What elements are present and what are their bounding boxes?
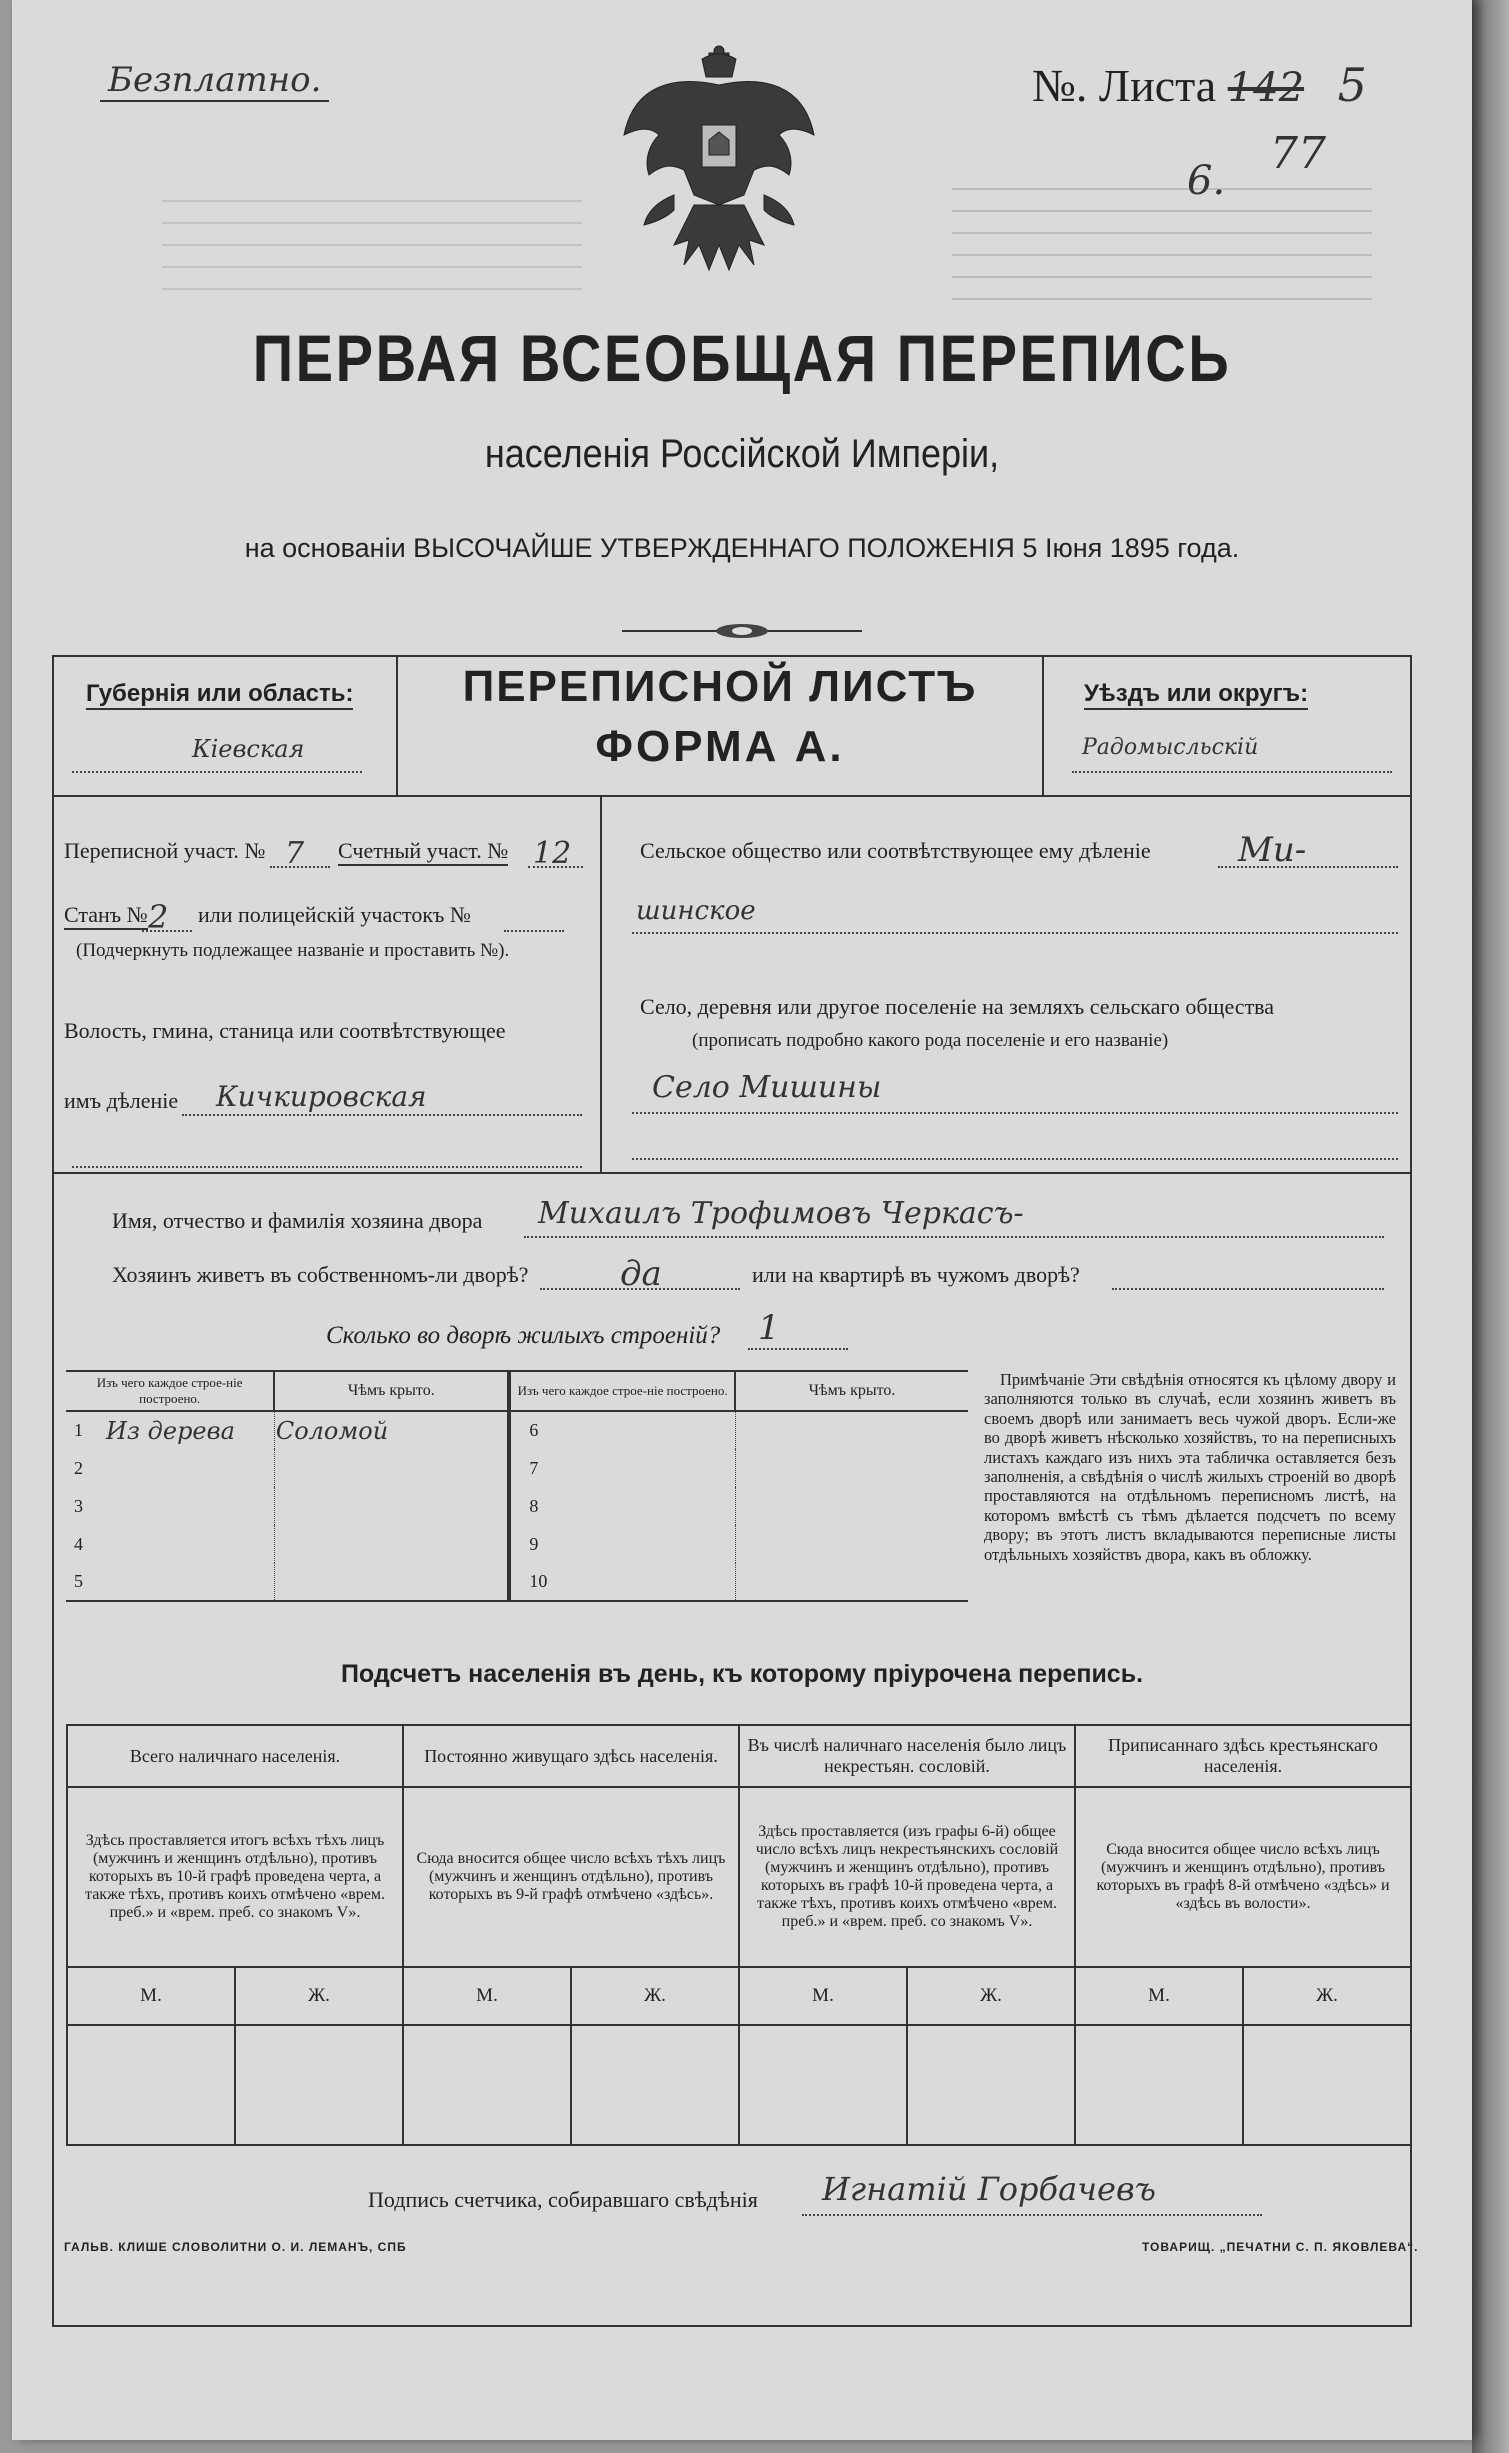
table-row: [66, 1449, 968, 1487]
box-left-line: [52, 655, 54, 795]
note-text: Эти свѣдѣнія относятся къ цѣлому двору и заполняются только въ случаѣ, если хозяинъ живетъ въ своемъ дворѣ или занимаетъ весь чужой дворъ. Если-же во дворѣ живетъ нѣсколько хозяйствъ, то на переписныхъ листахъ каждаго изъ нихъ эта табличка оставляется безъ заполненія, а свѣдѣнія о числѣ жилыхъ строеній во дворѣ проставляются на отдѣльномъ переписномъ листѣ, на которомъ вмѣстѣ съ тѣмъ дѣлается подсчетъ по всему двору; въ этотъ листъ вкладываются переписные листы отдѣльныхъ хозяйствъ двора, какъ въ обложку.: [984, 1370, 1396, 1564]
row-roof[interactable]: [274, 1525, 509, 1563]
selskoe-value-1: Ми-: [1238, 830, 1307, 870]
row-material[interactable]: [105, 1487, 274, 1525]
tally-col-title: Постоянно живущаго здѣсь населенія.: [403, 1725, 739, 1787]
col-zh: Ж.: [571, 1967, 739, 2025]
table-row: [66, 1411, 968, 1449]
volost-label-2: имъ дѣленіе: [64, 1088, 179, 1113]
col-header-material-2: Изъ чего каждое строе-ніе построено.: [509, 1371, 735, 1411]
schet-uch-label: Счетный участ. №: [338, 838, 508, 866]
gubernia-label: Губернія или область:: [86, 680, 353, 710]
tally-cell[interactable]: [67, 2025, 235, 2145]
perepis-uch-label: Переписной участ. №: [64, 838, 266, 863]
table-row: [66, 1563, 968, 1601]
coat-of-arms-eagle-icon: [614, 45, 824, 295]
sheet-number-value: 5: [1337, 58, 1367, 112]
police-label: или полицейскій участокъ №: [198, 902, 471, 927]
row-material[interactable]: [560, 1487, 735, 1525]
sheet-number-label: №. Листа: [1032, 60, 1217, 111]
tally-col-desc: Сюда вносится общее число всѣхъ тѣхъ лицъ (мужчинъ и женщинъ отдѣльно), противъ которыхъ въ 9-й графѣ отмѣчено «здѣсь».: [403, 1787, 739, 1967]
row-material[interactable]: [560, 1449, 735, 1487]
row-roof[interactable]: [735, 1487, 968, 1525]
selskoe-value-2: шинское: [636, 896, 756, 926]
row-number: 5: [74, 1571, 83, 1591]
box-right-line: [1410, 655, 1412, 795]
stan-value: 2: [148, 898, 169, 936]
owner-lives-label: Хозяинъ живетъ въ собственномъ-ли дворѣ?: [112, 1262, 529, 1287]
col-m: М.: [67, 1967, 235, 2025]
gubernia-field[interactable]: [72, 735, 362, 773]
census-sheet: [12, 0, 1472, 2440]
col-zh: Ж.: [1243, 1967, 1411, 2025]
tally-cell[interactable]: [907, 2025, 1075, 2145]
selo-label: Село, деревня или другое поселеніе на земляхъ сельскаго общества: [640, 994, 1275, 1019]
row-material[interactable]: Из дерева: [105, 1411, 274, 1449]
col-m: М.: [403, 1967, 571, 2025]
tally-cell[interactable]: [403, 2025, 571, 2145]
tally-col-title: Приписаннаго здѣсь крестьянскаго населенія.: [1075, 1725, 1411, 1787]
row-number: 2: [74, 1457, 83, 1478]
row-roof[interactable]: [735, 1563, 968, 1601]
selskoe-field[interactable]: [1218, 830, 1398, 868]
selo-note: (прописать подробно какого рода поселеніе и его названіе): [692, 1030, 1169, 1051]
row-material[interactable]: [105, 1449, 274, 1487]
owner-lives-field[interactable]: [540, 1254, 740, 1294]
owner-name-label: Имя, отчество и фамилія хозяина двора: [112, 1208, 483, 1233]
volost-label: Волость, гмина, станица или соотвѣтствующее: [64, 1018, 506, 1043]
buildings-value: 1: [758, 1308, 780, 1348]
tally-heading: Подсчетъ населенія въ день, къ которому пріурочена перепись.: [340, 1660, 1144, 1688]
box-bottom-line: [52, 795, 1412, 797]
note-block: [984, 1370, 1396, 1564]
owner-name-value: Михаилъ Трофимовъ Черкасъ-: [538, 1196, 1024, 1231]
signature-label: Подпись счетчика, собиравшаго свѣдѣнія: [368, 2187, 758, 2212]
note-title: Примѣчаніе: [1000, 1370, 1085, 1389]
volost-field-extra[interactable]: [72, 1138, 582, 1168]
tally-col-title: Въ числѣ наличнаго населенія было лицъ некрестьян. сословій.: [739, 1725, 1075, 1787]
show-through-text: [952, 180, 1372, 300]
row-number: 6: [509, 1411, 560, 1449]
tally-cell[interactable]: [739, 2025, 907, 2145]
signature-field[interactable]: [802, 2170, 1262, 2216]
schet-uch-field[interactable]: [528, 836, 583, 871]
tally-values-row: [67, 2025, 1411, 2145]
owner-name-field[interactable]: [524, 1196, 1384, 1238]
uezd-label: Уѣздъ или округъ:: [1084, 680, 1308, 710]
col-zh: Ж.: [907, 1967, 1075, 2025]
owner-lives-value: да: [620, 1254, 662, 1294]
col-zh: Ж.: [235, 1967, 403, 2025]
perepis-uch-field[interactable]: [270, 836, 330, 871]
col-header-roof-2: Чѣмъ крыто.: [735, 1371, 968, 1411]
row-number: 10: [509, 1563, 560, 1601]
buildings-table: [66, 1370, 968, 1602]
selo-field-extra[interactable]: [632, 1130, 1398, 1160]
sheet-number: [1032, 58, 1367, 112]
printer-right: ТОВАРИЩ. „ПЕЧАТНИ С. П. ЯКОВЛЕВА“.: [1142, 2240, 1419, 2254]
sheet-number-crossed: 142: [1227, 65, 1305, 111]
gubernia-value: Кіевская: [192, 735, 305, 763]
show-through-text: [162, 200, 582, 290]
row-roof[interactable]: [735, 1525, 968, 1563]
free-label: Безплатно.: [100, 60, 329, 102]
row-roof[interactable]: Соломой: [275, 1416, 389, 1445]
frame-mid-divider: [600, 797, 602, 1172]
col-header-material: Изъ чего каждое строе-ніе построено.: [66, 1371, 274, 1411]
selskoe-label: Сельское общество или соотвѣтствующее ему дѣленіе: [640, 838, 1151, 863]
col-header-roof: Чѣмъ крыто.: [274, 1371, 509, 1411]
tally-col-desc: Сюда вносится общее число всѣхъ лицъ (мужчинъ и женщинъ отдѣльно), противъ которыхъ въ графѣ 8-й отмѣчено «здѣсь» и «здѣсь въ волости».: [1075, 1787, 1411, 1967]
row-roof[interactable]: [274, 1563, 509, 1601]
tally-cell[interactable]: [1243, 2025, 1411, 2145]
uezd-field[interactable]: [1072, 735, 1392, 773]
printer-left: ГАЛЬВ. КЛИШЕ СЛОВОЛИТНИ О. И. ЛЕМАНЪ, СПБ: [64, 2240, 407, 2254]
tally-col-desc: Здѣсь проставляется (изъ графы 6-й) общее число всѣхъ лицъ некрестьянскихъ сословій (мужчинъ и женщинъ отдѣльно), противъ которыхъ въ графѣ 10-й проведена черта, а также тѣхъ, противъ коихъ отмѣчено «врем. преб.» и «врем. преб. со знакомъ V».: [739, 1787, 1075, 1967]
row-number: 4: [74, 1533, 83, 1554]
col-m: М.: [739, 1967, 907, 2025]
tally-col-desc: Здѣсь проставляется итогъ всѣхъ тѣхъ лицъ (мужчинъ и женщинъ отдѣльно), противъ которыхъ въ 10-й графѣ проведена черта, а также тѣхъ, противъ коихъ отмѣчено «врем. преб.» и «врем. преб. со знакомъ V».: [67, 1787, 403, 1967]
volost-field[interactable]: [182, 1080, 582, 1116]
signature-value: Игнатій Горбачевъ: [822, 2170, 1156, 2208]
paper-edge: [1472, 0, 1509, 2453]
row-number: 9: [509, 1525, 560, 1563]
police-field[interactable]: [504, 898, 564, 932]
frame-bottom: [52, 2325, 1412, 2327]
row-roof[interactable]: [274, 1449, 509, 1487]
row-roof[interactable]: [735, 1449, 968, 1487]
sheet-sub-2: 77: [1270, 128, 1326, 179]
tally-table: [66, 1724, 1412, 2146]
underline-note: (Подчеркнуть подлежащее названіе и проставить №).: [76, 940, 510, 961]
tally-cell[interactable]: [235, 2025, 403, 2145]
row-number: 3: [74, 1495, 83, 1516]
table-row: [66, 1525, 968, 1563]
col-m: М.: [1075, 1967, 1243, 2025]
tally-col-title: Всего наличнаго населенія.: [67, 1725, 403, 1787]
selo-field[interactable]: [632, 1070, 1398, 1114]
volost-value: Кичкировская: [216, 1080, 427, 1113]
selskoe-field-2[interactable]: [632, 896, 1398, 934]
stan-label: Станъ №: [64, 902, 148, 930]
tally-cell[interactable]: [1075, 2025, 1243, 2145]
section-line: [52, 1172, 1412, 1174]
row-number: 1: [74, 1420, 83, 1440]
selo-value: Село Мишины: [652, 1070, 882, 1105]
row-material[interactable]: [105, 1525, 274, 1563]
row-material[interactable]: [560, 1411, 735, 1449]
stan-field[interactable]: [142, 898, 192, 936]
ornament-divider: [622, 620, 862, 642]
form-type: ФОРМА А.: [595, 722, 845, 771]
row-material[interactable]: [105, 1563, 274, 1601]
schet-uch-value: 12: [533, 836, 572, 871]
row-roof[interactable]: [735, 1411, 968, 1449]
tally-cell[interactable]: [571, 2025, 739, 2145]
table-row: [66, 1487, 968, 1525]
buildings-field[interactable]: [748, 1308, 848, 1350]
buildings-label: Сколько во дворѣ жилыхъ строеній?: [326, 1322, 721, 1349]
owner-rent-label: или на квартирѣ въ чужомъ дворѣ?: [752, 1262, 1080, 1287]
row-material[interactable]: [560, 1525, 735, 1563]
basis-line: на основаніи ВЫСОЧАЙШЕ УТВЕРЖДЕННАГО ПОЛОЖЕНІЯ 5 Іюня 1895 года.: [244, 533, 1240, 563]
subtitle: населенія Россійской Имперіи,: [484, 432, 1000, 476]
row-number: 7: [509, 1449, 560, 1487]
row-number: 8: [509, 1487, 560, 1525]
perepis-uch-value: 7: [285, 836, 305, 871]
owner-rent-field[interactable]: [1112, 1254, 1384, 1290]
box-divider: [1042, 655, 1044, 795]
form-title: ПЕРЕПИСНОЙ ЛИСТЪ: [462, 662, 978, 711]
uezd-value: Радомысльскій: [1082, 735, 1259, 760]
row-material[interactable]: [560, 1563, 735, 1601]
box-top-line: [52, 655, 1412, 657]
frame-left: [52, 795, 54, 2325]
main-title: ПЕРВАЯ ВСЕОБЩАЯ ПЕРЕПИСЬ: [252, 321, 1232, 395]
row-roof[interactable]: [274, 1487, 509, 1525]
sheet-sub-1: 6.: [1187, 158, 1226, 204]
